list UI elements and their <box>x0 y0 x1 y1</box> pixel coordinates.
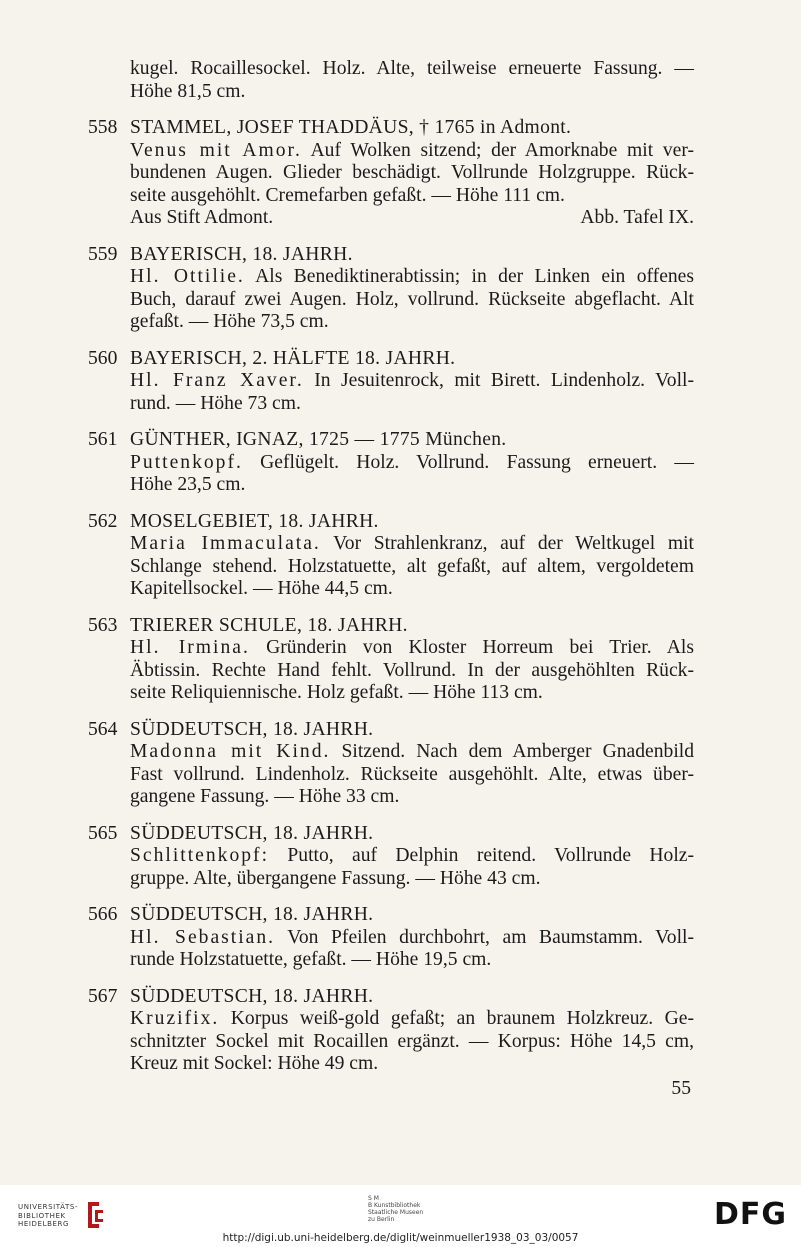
description-text: seite Reliquiennische. Holz gefaßt. — Höhe 113 cm. <box>130 682 543 703</box>
entry-number: 560 <box>88 347 118 369</box>
entry-list <box>88 117 694 1076</box>
entry-line <box>130 452 694 475</box>
university-library-logo[interactable] <box>10 1195 100 1231</box>
entry-line <box>130 311 694 334</box>
library-name-line: BIBLIOTHEK <box>18 1211 66 1220</box>
entry-heading: SÜDDEUTSCH, 18. JAHRH. <box>130 985 374 1007</box>
entry-heading: MOSELGEBIET, 18. JAHRH. <box>130 510 379 532</box>
object-title: Puttenkopf. <box>130 451 243 473</box>
entry-line <box>130 637 694 660</box>
entry-heading: BAYERISCH, 18. JAHRH. <box>130 243 353 265</box>
entry-heading: SÜDDEUTSCH, 18. JAHRH. <box>130 822 374 844</box>
object-title: Maria Immaculata. <box>130 533 321 554</box>
description-text: schnitzter Sockel mit Rocaillen ergänzt. — Korpus: Höhe 14,5 cm, <box>130 1030 694 1052</box>
entry-line <box>130 1031 694 1054</box>
entry-line <box>130 660 694 683</box>
entry-heading: SÜDDEUTSCH, 18. JAHRH. <box>130 904 374 925</box>
catalog-entry <box>88 986 694 1076</box>
stamp-line: S M <box>368 1195 379 1202</box>
entry-line <box>130 1008 694 1031</box>
entry-number: 561 <box>88 429 118 450</box>
catalog-entry <box>88 244 694 334</box>
catalog-entry <box>88 823 694 891</box>
catalog-entry <box>88 719 694 809</box>
entry-line <box>130 289 694 312</box>
entry-line <box>130 162 694 185</box>
library-name-line: UNIVERSITÄTS- <box>18 1203 79 1211</box>
entry-line <box>130 393 694 416</box>
entry-number: 563 <box>88 614 118 636</box>
description-text: rund. — Höhe 73 cm. <box>130 392 301 414</box>
description-text: gruppe. Alte, übergangene Fassung. — Höhe 43 cm. <box>130 867 541 889</box>
object-title: Madonna mit Kind. <box>130 741 331 762</box>
entry-line <box>130 764 694 787</box>
museum-stamp <box>368 1195 458 1223</box>
description-text: In Jesuitenrock, mit Birett. Lindenholz. Voll- <box>303 370 694 391</box>
description-text: gangene Fassung. — Höhe 33 cm. <box>130 786 400 807</box>
entry-line <box>130 868 694 891</box>
catalog-entry <box>88 429 694 497</box>
entry-heading: STAMMEL, JOSEF THADDÄUS, † 1765 in Admont. <box>130 117 572 138</box>
entry-line <box>130 474 694 497</box>
description-text: Von Pfeilen durchbohrt, am Baumstamm. Voll- <box>275 926 694 948</box>
description-text: Fast vollrund. Lindenholz. Rückseite ausgehöhlt. Alte, etwas über- <box>130 763 694 785</box>
continuation-line: Höhe 81,5 cm. <box>130 80 246 102</box>
description-text: Geflügelt. Holz. Vollrund. Fassung erneuert. — <box>242 451 694 473</box>
object-title: Kruzifix. <box>130 1008 220 1029</box>
continuation-line: kugel. Rocaillesockel. Holz. Alte, teilweise erneuerte Fassung. — <box>130 58 694 79</box>
description-text: Kapitellsockel. — Höhe 44,5 cm. <box>130 578 393 599</box>
description-text: Gründerin von Kloster Horreum bei Trier. Als <box>249 637 694 658</box>
entry-heading: SÜDDEUTSCH, 18. JAHRH. <box>130 718 374 740</box>
entry-number: 567 <box>88 985 118 1007</box>
source-url[interactable]: http://digi.ub.uni-heidelberg.de/diglit/weinmueller1938_03_03/0057 <box>222 1232 579 1244</box>
plate-reference: Abb. Tafel IX. <box>580 207 694 228</box>
object-title: Hl. Sebastian. <box>130 926 276 948</box>
object-title: Schlittenkopf: <box>130 845 270 866</box>
description-text: Schlange stehend. Holzstatuette, alt gefaßt, auf altem, vergoldetem <box>130 555 694 577</box>
entry-line <box>130 682 694 705</box>
entry-number: 566 <box>88 904 118 925</box>
entry-line <box>130 556 694 579</box>
entry-line <box>130 786 694 809</box>
entry-number: 565 <box>88 822 118 844</box>
stamp-line: B Kunstbibliothek <box>368 1202 421 1209</box>
entry-number: 558 <box>88 117 118 138</box>
stamp-line: Staatliche Museen <box>368 1209 424 1216</box>
description-text: Vor Strahlenkranz, auf der Weltkugel mit <box>320 533 694 554</box>
page-number: 55 <box>671 1078 691 1099</box>
entry-heading: GÜNTHER, IGNAZ, 1725 — 1775 München. <box>130 429 507 450</box>
entry-line <box>130 370 694 393</box>
entry-line <box>130 266 694 289</box>
description-text: Sitzend. Nach dem Amberger Gnadenbild <box>330 741 694 762</box>
entry-line <box>130 1053 694 1076</box>
library-name <box>18 1203 78 1229</box>
description-text: Als Benediktinerabtissin; in der Linken ein offenes <box>244 266 695 287</box>
library-emblem-icon <box>84 1199 106 1231</box>
catalog-entry <box>88 348 694 416</box>
object-title: Hl. Franz Xaver. <box>130 370 304 391</box>
continuation-text <box>88 58 694 103</box>
entry-line <box>130 578 694 601</box>
description-text: bundenen Augen. Glieder beschädigt. Vollrunde Holzgruppe. Rück- <box>130 162 694 183</box>
description-text: runde Holzstatuette, gefaßt. — Höhe 19,5 cm. <box>130 949 492 970</box>
object-title: Hl. Ottilie. <box>130 266 245 287</box>
description-text: seite ausgehöhlt. Cremefarben gefaßt. — Höhe 111 cm. <box>130 184 565 206</box>
entry-line <box>130 140 694 163</box>
library-name-line: HEIDELBERG <box>18 1220 69 1228</box>
description-text: gefaßt. — Höhe 73,5 cm. <box>130 311 329 332</box>
description-text: Höhe 23,5 cm. <box>130 474 246 495</box>
description-text: Korpus weiß-gold gefaßt; an braunem Holzkreuz. Ge- <box>219 1008 694 1029</box>
stamp-line: zu Berlin <box>368 1216 395 1223</box>
description-text: Buch, darauf zwei Augen. Holz, vollrund. Rückseite abgeflacht. Alt <box>130 288 694 310</box>
object-title: Venus mit Amor. <box>130 139 302 161</box>
catalog-entry <box>88 615 694 705</box>
provenance: Aus Stift Admont. <box>130 207 274 228</box>
entry-heading: BAYERISCH, 2. HÄLFTE 18. JAHRH. <box>130 347 456 369</box>
entry-line <box>130 185 694 208</box>
catalog-entry <box>88 511 694 601</box>
description-text: Äbtissin. Rechte Hand fehlt. Vollrund. In der ausgehöhlten Rück- <box>130 659 694 681</box>
entry-line <box>130 845 694 868</box>
entry-line <box>130 927 694 950</box>
object-title: Hl. Irmina. <box>130 637 250 658</box>
provenance-line <box>130 207 694 230</box>
catalog-entry <box>88 904 694 972</box>
description-text: Auf Wolken sitzend; der Amorknabe mit ver- <box>301 139 694 161</box>
entry-heading: TRIERER SCHULE, 18. JAHRH. <box>130 614 408 636</box>
entry-line <box>130 533 694 556</box>
description-text: Putto, auf Delphin reitend. Vollrunde Holz- <box>269 845 694 866</box>
entry-line <box>130 949 694 972</box>
entry-line <box>130 741 694 764</box>
catalog-text <box>88 58 694 1076</box>
entry-number: 564 <box>88 718 118 740</box>
entry-number: 559 <box>88 243 118 265</box>
catalog-entry <box>88 117 694 230</box>
entry-number: 562 <box>88 510 118 532</box>
description-text: Kreuz mit Sockel: Höhe 49 cm. <box>130 1053 379 1074</box>
dfg-logo[interactable]: DFG <box>713 1197 787 1232</box>
